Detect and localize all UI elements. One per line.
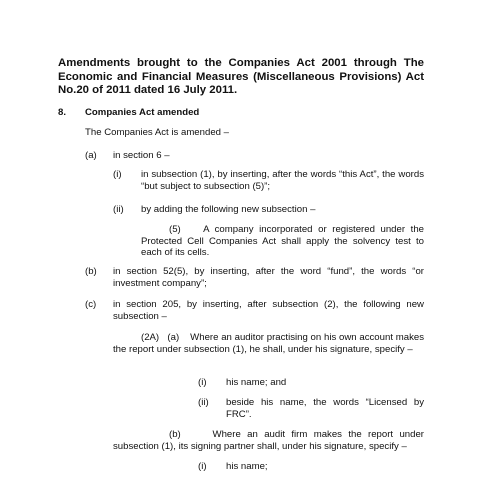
item-c-a-ii-text: beside his name, the words “Licensed by FRC”. bbox=[226, 397, 424, 420]
item-c-a-i-label: (i) bbox=[198, 377, 207, 388]
section-heading: Companies Act amended bbox=[85, 107, 200, 118]
section-intro: The Companies Act is amended – bbox=[85, 127, 229, 138]
item-a-label: (a) bbox=[85, 150, 97, 161]
section-number: 8. bbox=[58, 107, 67, 118]
item-c-label: (c) bbox=[85, 299, 97, 310]
item-c-b-i-label: (i) bbox=[198, 461, 207, 472]
item-b-text: in section 52(5), by inserting, after the word “fund”, the words “or investment company”; bbox=[113, 266, 424, 289]
subsection-2a-text: (2A) (a) Where an auditor practising on his own account makes the report under subsection (1), he shall, under his signature, specify – bbox=[113, 332, 424, 355]
item-a-ii-label: (ii) bbox=[113, 204, 124, 215]
item-c-a-ii-label: (ii) bbox=[198, 397, 209, 408]
item-a-i-text: in subsection (1), by inserting, after the words “this Act”, the words “but subject to subsection (5)”; bbox=[141, 169, 424, 192]
item-a-text: in section 6 – bbox=[113, 150, 170, 161]
item-a-ii-text: by adding the following new subsection – bbox=[141, 204, 316, 215]
item-c-a-i-text: his name; and bbox=[226, 377, 287, 388]
item-c-b-i-text: his name; bbox=[226, 461, 268, 472]
subsection-5-text: (5) A company incorporated or registered under the Protected Cell Companies Act shall apply the solvency test to each of its cells. bbox=[141, 224, 424, 258]
item-a-i-label: (i) bbox=[113, 169, 122, 180]
item-b-label: (b) bbox=[85, 266, 97, 277]
paragraph-b-text: (b) Where an audit firm makes the report under subsection (1), its signing partner shall, under his signature, specify – bbox=[113, 429, 424, 452]
item-c-text: in section 205, by inserting, after subsection (2), the following new subsection – bbox=[113, 299, 424, 322]
document-title: Amendments brought to the Companies Act 2001 through The Economic and Financial Measures (Miscellaneous Provisions) Act No.20 of 2011 dated 16 July 2011. bbox=[58, 57, 424, 97]
